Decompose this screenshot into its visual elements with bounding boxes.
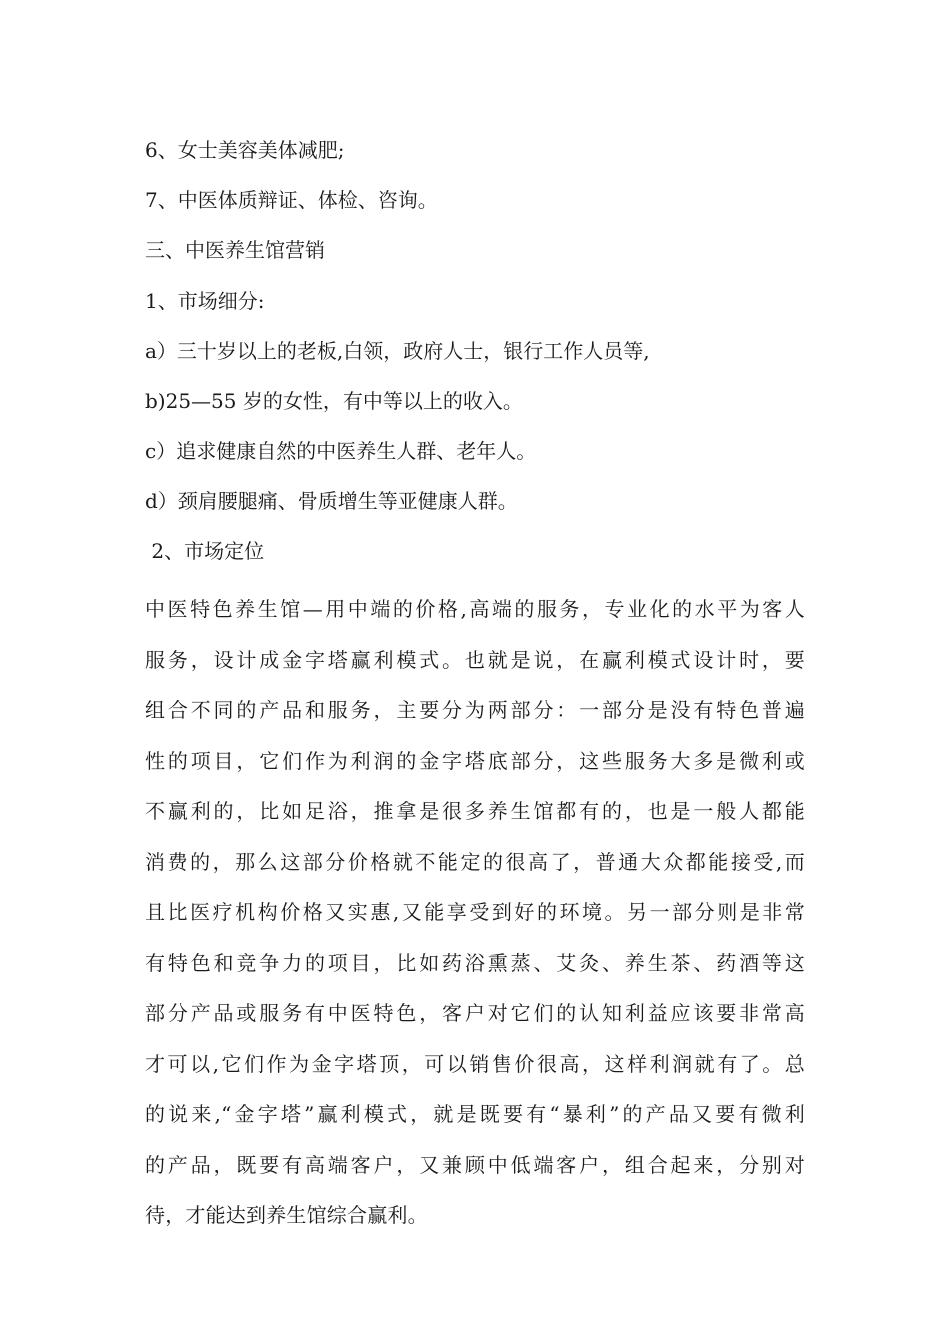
paragraph-line: 中医特色养生馆—用中端的价格,高端的服务，专业化的水平为客人	[145, 597, 805, 621]
paragraph-line-last: 待，才能达到养生馆综合赢利。	[145, 1203, 428, 1227]
segment-item-b: b)25—55 岁的女性，有中等以上的收入。	[145, 389, 523, 413]
paragraph-line: 才可以,它们作为金字塔顶，可以销售价很高，这样利润就有了。总	[145, 1051, 805, 1076]
list-item-tcm-constitution: 7、中医体质辩证、体检、咨询。	[145, 188, 438, 212]
segment-item-a: a）三十岁以上的老板,白领，政府人士，银行工作人员等,	[145, 339, 650, 363]
paragraph-line: 且比医疗机构价格又实惠,又能享受到好的环境。另一部分则是非常	[145, 900, 805, 924]
paragraph-line: 性的项目，它们作为利润的金字塔底部分，这些服务大多是微利或	[145, 748, 805, 773]
paragraph-line: 组合不同的产品和服务，主要分为两部分：一部分是没有特色普遍	[145, 698, 805, 722]
list-item-women-beauty: 6、女士美容美体减肥;	[145, 138, 345, 162]
paragraph-line: 消费的，那么这部分价格就不能定的很高了，普通大众都能接受,而	[145, 849, 805, 874]
segment-item-c: c）追求健康自然的中医养生人群、老年人。	[145, 439, 537, 463]
paragraph-line: 部分产品或服务有中医特色，客户对它们的认知利益应该要非常高	[145, 1001, 805, 1025]
paragraph-line: 的说来,“金字塔”赢利模式，就是既要有“暴利”的产品又要有微利	[145, 1102, 805, 1126]
paragraph-line: 有特色和竞争力的项目，比如药浴熏蒸、艾灸、养生茶、药酒等这	[145, 950, 805, 975]
subheading-market-positioning: 2、市场定位	[145, 539, 265, 563]
section-heading-marketing: 三、中医养生馆营销	[145, 238, 325, 262]
segment-item-d: d）颈肩腰腿痛、骨质增生等亚健康人群。	[145, 489, 518, 513]
paragraph-line: 服务，设计成金字塔赢利模式。也就是说，在赢利模式设计时，要	[145, 647, 805, 672]
paragraph-line: 不赢利的，比如足浴，推拿是很多养生馆都有的，也是一般人都能	[145, 799, 805, 823]
subheading-market-segmentation: 1、市场细分:	[145, 289, 265, 313]
positioning-paragraph	[145, 584, 813, 1241]
paragraph-line: 的产品，既要有高端客户，又兼顾中低端客户，组合起来，分别对	[145, 1152, 805, 1177]
